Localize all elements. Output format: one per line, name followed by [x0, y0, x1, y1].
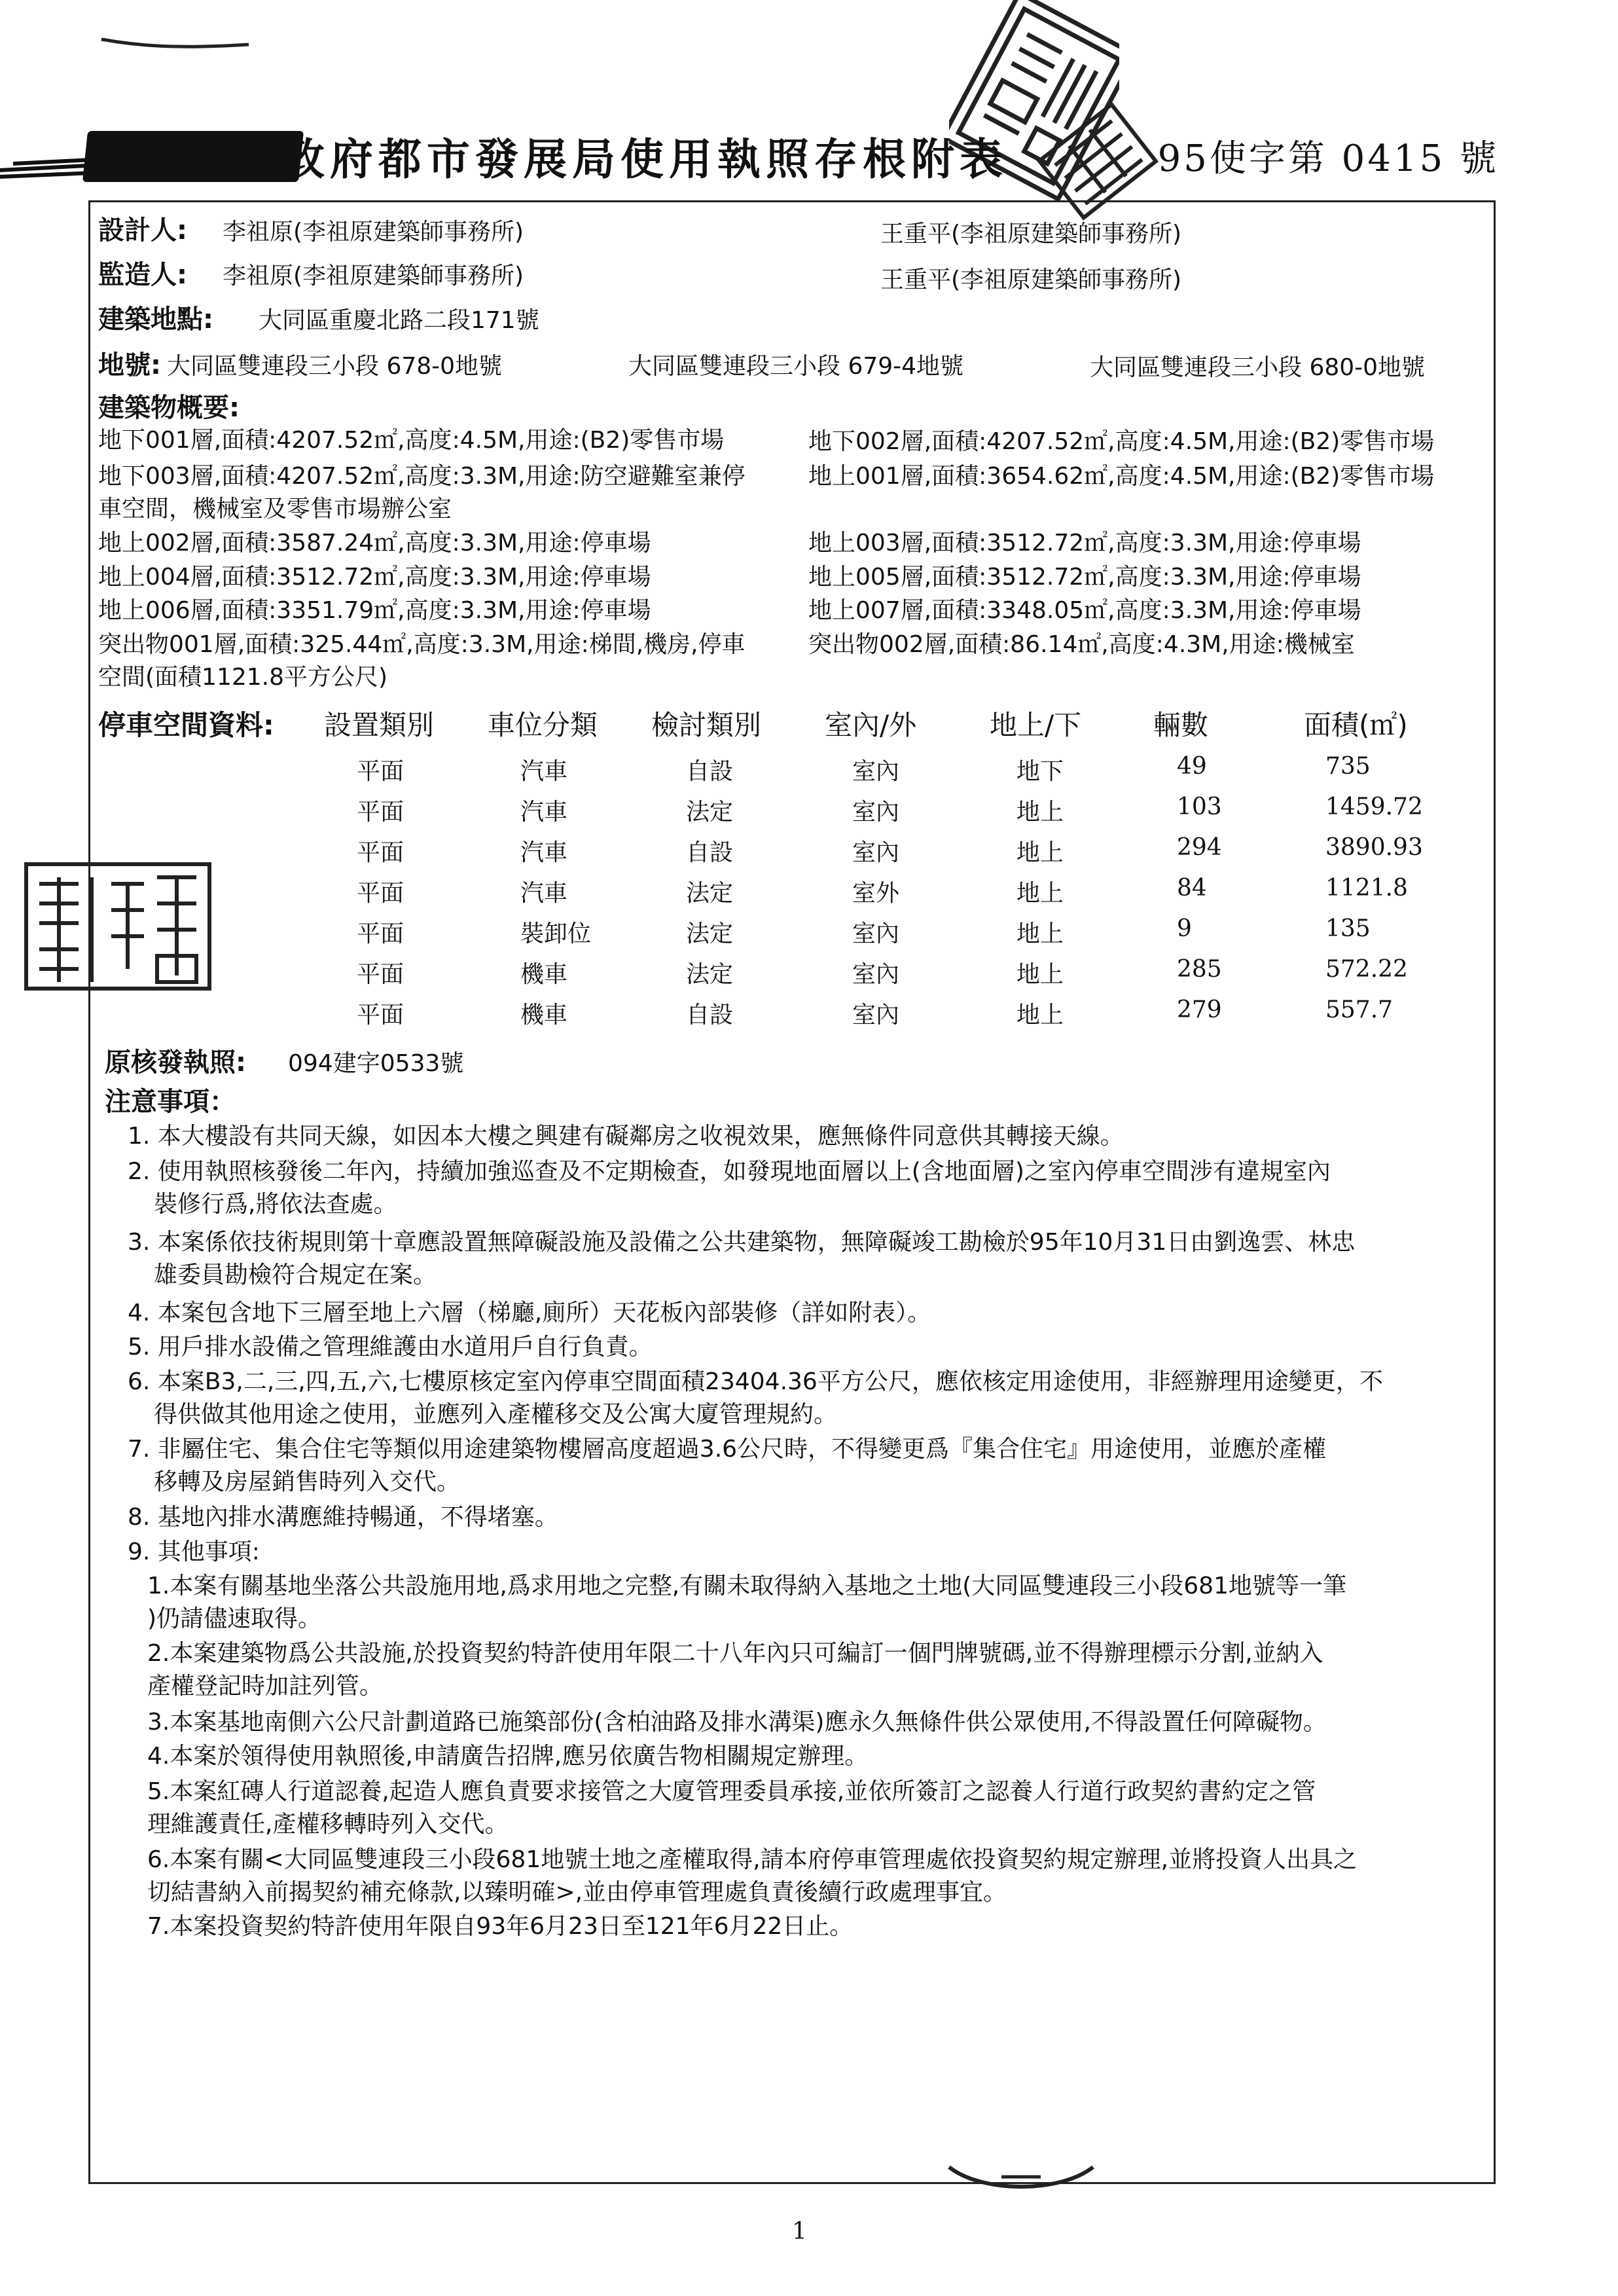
parking-header-area: 面積(㎡) [1304, 709, 1408, 741]
parking-header-level: 地上/下 [990, 709, 1082, 741]
page-number: 1 [792, 2218, 807, 2245]
note-line: 4.本案於領得使用執照後,申請廣告招牌,應另依廣告物相關規定辦理。 [147, 1743, 869, 1770]
parking-cell-setup: 平面 [357, 758, 404, 785]
note-line: 得供做其他用途之使用，並應列入產權移交及公寓大廈管理規約。 [154, 1401, 838, 1428]
note-line: 裝修行爲,將依法查處。 [154, 1191, 397, 1218]
overview-left-2: 地下003層,面積:4207.52㎡,高度:3.3M,用途:防空避難室兼停 [98, 463, 746, 490]
overview-left-6: 地上006層,面積:3351.79㎡,高度:3.3M,用途:停車場 [98, 597, 651, 624]
overview-left-1: 地下001層,面積:4207.52㎡,高度:4.5M,用途:(B2)零售市場 [98, 427, 725, 454]
parking-cell-count: 9 [1177, 915, 1192, 942]
parking-cell-review: 自設 [686, 758, 734, 785]
note-line: 理維護責任,產權移轉時列入交代。 [147, 1811, 509, 1838]
supervisor-name-1: 李祖原(李祖原建築師事務所) [223, 263, 524, 289]
parking-cell-inout: 室內 [852, 799, 900, 826]
lot-number-1: 大同區雙連段三小段 678-0地號 [167, 353, 503, 380]
overview-right-1: 地下002層,面積:4207.52㎡,高度:4.5M,用途:(B2)零售市場 [808, 428, 1435, 455]
note-line: 2. 使用執照核發後二年內，持續加強巡查及不定期檢查，如發現地面層以上(含地面層)之室內停車空間涉有違規室內 [128, 1158, 1331, 1185]
note-line: 2.本案建築物爲公共設施,於投資契約特許使用年限二十八年內只可編訂一個門牌號碼,並不得辦理標示分割,並納入 [147, 1640, 1323, 1667]
parking-cell-inout: 室內 [852, 758, 900, 785]
note-line: 5.本案紅磚人行道認養,起造人應負責要求接管之大廈管理委員承接,並依所簽訂之認養人行道行政契約書約定之管 [147, 1778, 1316, 1805]
site-address: 大同區重慶北路二段171號 [259, 307, 539, 334]
notes-label: 注意事項： [105, 1087, 236, 1117]
parking-header-count: 輛數 [1153, 709, 1209, 741]
note-line: 3. 本案係依技術規則第十章應設置無障礙設施及設備之公共建築物，無障礙竣工勘檢於95年10月31日由劉逸雲、林忠 [128, 1229, 1356, 1256]
note-line: 5. 用戶排水設備之管理維護由水道用戶自行負責。 [128, 1334, 653, 1360]
overview-left-5: 地上004層,面積:3512.72㎡,高度:3.3M,用途:停車場 [98, 564, 651, 591]
designer-name-1: 李祖原(李祖原建築師事務所) [223, 219, 524, 246]
overview-left-4: 地上002層,面積:3587.24㎡,高度:3.3M,用途:停車場 [98, 530, 651, 556]
overview-right-6: 地上007層,面積:3348.05㎡,高度:3.3M,用途:停車場 [808, 597, 1361, 624]
note-line: 3.本案基地南側六公尺計劃道路已施築部份(含柏油路及排水溝渠)應永久無條件供公眾使用,不得設置任何障礙物。 [147, 1709, 1327, 1736]
site-label: 建築地點: [98, 304, 213, 335]
parking-cell-class: 汽車 [520, 799, 568, 826]
parking-cell-class: 汽車 [520, 880, 568, 907]
parking-cell-inout: 室內 [852, 839, 900, 866]
parking-cell-review: 法定 [686, 880, 734, 907]
permit-number: 95使字第 0415 號 [1157, 137, 1499, 180]
parking-cell-inout: 室內 [852, 961, 900, 988]
supervisor-label: 監造人: [98, 260, 187, 290]
note-line: 8. 基地內排水溝應維持暢通，不得堵塞。 [128, 1504, 558, 1531]
designer-name-2: 王重平(李祖原建築師事務所) [880, 221, 1182, 247]
overview-left-3: 車空間，機械室及零售市場辦公室 [98, 496, 452, 522]
overview-right-5: 地上005層,面積:3512.72㎡,高度:3.3M,用途:停車場 [808, 564, 1361, 591]
original-permit-label: 原核發執照: [105, 1048, 246, 1078]
note-line: 移轉及房屋銷售時列入交代。 [154, 1468, 461, 1495]
parking-cell-area: 1459.72 [1325, 793, 1423, 820]
note-line: 1.本案有關基地坐落公共設施用地,爲求用地之完整,有關未取得納入基地之土地(大同區雙連段三小段681地號等一筆 [147, 1573, 1346, 1599]
lot-number-3: 大同區雙連段三小段 680-0地號 [1090, 354, 1426, 381]
parking-label: 停車空間資料: [98, 709, 274, 741]
parking-cell-count: 285 [1177, 956, 1222, 983]
parking-cell-review: 法定 [686, 799, 734, 826]
note-line: 4. 本案包含地下三層至地上六層（梯廳,廁所）天花板內部裝修（詳如附表）。 [128, 1300, 931, 1326]
parking-cell-class: 汽車 [520, 839, 568, 866]
parking-cell-class: 機車 [520, 961, 568, 988]
parking-cell-level: 地上 [1016, 880, 1064, 907]
parking-cell-area: 3890.93 [1325, 834, 1423, 861]
parking-cell-review: 自設 [686, 1002, 734, 1029]
parking-cell-area: 572.22 [1325, 956, 1408, 983]
note-line: 產權登記時加註列管。 [147, 1673, 384, 1700]
overview-right-2: 地上001層,面積:3654.62㎡,高度:4.5M,用途:(B2)零售市場 [808, 463, 1435, 490]
parking-cell-review: 自設 [686, 839, 734, 866]
supervisor-name-2: 王重平(李祖原建築師事務所) [880, 266, 1182, 293]
note-line: 雄委員勘檢符合規定在案。 [154, 1262, 437, 1288]
parking-cell-count: 84 [1177, 875, 1207, 902]
parking-cell-count: 103 [1177, 793, 1222, 820]
parking-cell-setup: 平面 [357, 1002, 404, 1029]
parking-cell-inout: 室內 [852, 1002, 900, 1029]
parking-cell-review: 法定 [686, 961, 734, 988]
original-permit-number: 094建字0533號 [288, 1050, 464, 1077]
parking-cell-area: 735 [1325, 753, 1371, 780]
note-line: 6. 本案B3,二,三,四,五,六,七樓原核定室內停車空間面積23404.36平方公尺，應依核定用途使用，非經辦理用途變更，不 [128, 1368, 1383, 1395]
overview-right-7: 突出物002層,面積:86.14㎡,高度:4.3M,用途:機械室 [808, 631, 1355, 658]
official-seal-stamp-left [20, 858, 216, 995]
lot-number-2: 大同區雙連段三小段 679-4地號 [628, 353, 964, 380]
pen-stroke-mark [98, 26, 255, 59]
parking-cell-area: 1121.8 [1325, 875, 1408, 902]
note-line: 6.本案有關<大同區雙連段三小段681地號土地之產權取得,請本府停車管理處依投資契約規定辦理,並將投資人出具之 [147, 1846, 1357, 1873]
note-line: 9. 其他事項: [128, 1539, 260, 1565]
parking-cell-class: 機車 [520, 1002, 568, 1029]
overview-left-7: 突出物001層,面積:325.44㎡,高度:3.3M,用途:梯間,機房,停車 [98, 631, 746, 658]
lot-label: 地號: [98, 350, 161, 380]
parking-cell-level: 地上 [1016, 920, 1064, 947]
parking-header-setup: 設置類別 [324, 709, 435, 741]
parking-cell-area: 557.7 [1325, 996, 1393, 1023]
parking-cell-setup: 平面 [357, 961, 404, 988]
parking-header-review: 檢討類別 [651, 709, 762, 741]
note-line: )仍請儘速取得。 [147, 1605, 322, 1632]
overview-label: 建築物概要: [98, 393, 240, 423]
parking-cell-setup: 平面 [357, 920, 404, 947]
overview-left-8: 空間(面積1121.8平方公尺) [98, 664, 388, 691]
parking-cell-level: 地上 [1016, 961, 1064, 988]
parking-header-inout: 室內/外 [825, 709, 917, 741]
parking-cell-setup: 平面 [357, 799, 404, 826]
parking-cell-level: 地上 [1016, 1002, 1064, 1029]
parking-cell-count: 279 [1177, 996, 1222, 1023]
parking-cell-inout: 室內 [852, 920, 900, 947]
designer-label: 設計人: [98, 215, 187, 246]
parking-cell-review: 法定 [686, 920, 734, 947]
document-title-row [85, 124, 1499, 196]
parking-cell-class: 汽車 [520, 758, 568, 785]
parking-cell-count: 294 [1177, 834, 1222, 861]
redacted-title-segment [82, 131, 304, 182]
note-line: 切結書納入前揭契約補充條款,以臻明確>,並由停車管理處負責後續行政處理事宜。 [147, 1879, 1007, 1906]
parking-cell-setup: 平面 [357, 880, 404, 907]
document-title: 政府都市發展局使用執照存根附表 [281, 134, 1008, 185]
parking-cell-class: 裝卸位 [520, 920, 592, 947]
parking-cell-level: 地上 [1016, 799, 1064, 826]
parking-cell-count: 49 [1177, 753, 1207, 780]
parking-cell-inout: 室外 [852, 880, 900, 907]
overview-right-4: 地上003層,面積:3512.72㎡,高度:3.3M,用途:停車場 [808, 530, 1361, 556]
parking-cell-level: 地上 [1016, 839, 1064, 866]
official-seal-stamp-bottom [943, 2160, 1100, 2200]
parking-cell-setup: 平面 [357, 839, 404, 866]
note-line: 1. 本大樓設有共同天線，如因本大樓之興建有礙鄰房之收視效果，應無條件同意供其轉接天線。 [128, 1123, 1124, 1150]
parking-header-class: 車位分類 [488, 709, 598, 741]
note-line: 7.本案投資契約特許使用年限自93年6月23日至121年6月22日止。 [147, 1913, 854, 1940]
note-line: 7. 非屬住宅、集合住宅等類似用途建築物樓層高度超過3.6公尺時，不得變更爲『集合住宅』用途使用，並應於產權 [128, 1436, 1327, 1463]
parking-cell-area: 135 [1325, 915, 1371, 942]
parking-cell-level: 地下 [1016, 758, 1064, 785]
